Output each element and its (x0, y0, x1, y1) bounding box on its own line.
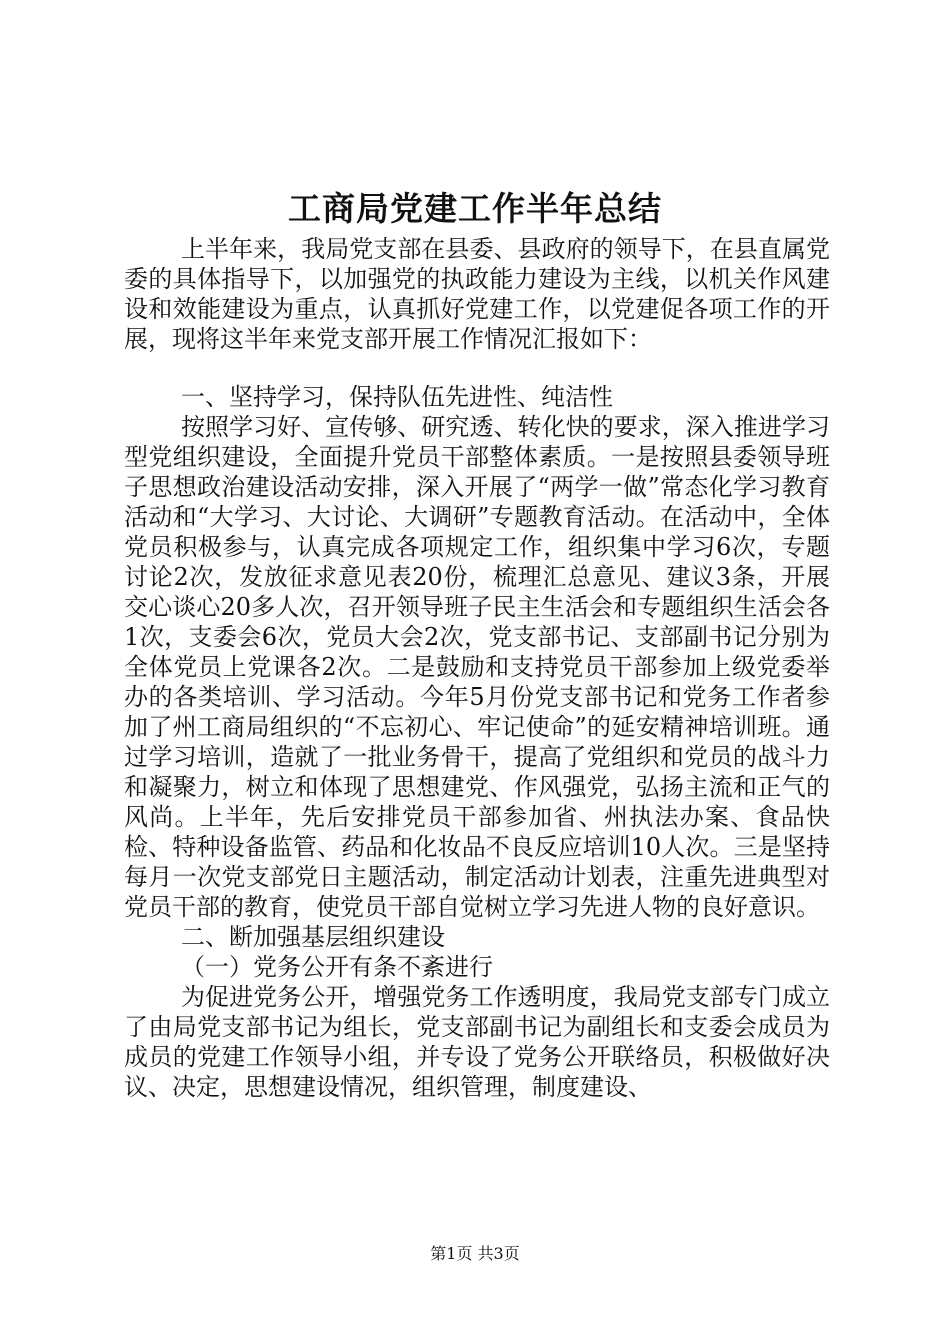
document-body (124, 234, 830, 1102)
subsection-1-heading: （一）党务公开有条不紊进行 (181, 953, 493, 981)
page-footer: 第1页 共3页 (430, 1244, 520, 1263)
section-2-heading: 二、断加强基层组织建设 (181, 923, 445, 951)
document-title: 工商局党建工作半年总结 (288, 189, 662, 228)
paragraph-spacer (124, 354, 830, 382)
intro-paragraph: 上半年来，我局党支部在县委、县政府的领导下，在县直属党委的具体指导下，以加强党的执政能力建设为主线，以机关作风建设和效能建设为重点，认真抓好党建工作，以党建促各项工作的开展，现将这半年来党支部开展工作情况汇报如下： (124, 235, 830, 353)
section-1-heading: 一、坚持学习，保持队伍先进性、纯洁性 (181, 383, 613, 411)
section-1-paragraph: 按照学习好、宣传够、研究透、转化快的要求，深入推进学习型党组织建设，全面提升党员干部整体素质。一是按照县委领导班子思想政治建设活动安排，深入开展了“两学一做”常态化学习教育活动和“大学习、大讨论、大调研”专题教育活动。在活动中，全体党员积极参与，认真完成各项规定工作，组织集中学习6次，专题讨论2次，发放征求意见表20份，梳理汇总意见、建议3条，开展交心谈心20多人次，召开领导班子民主生活会和专题组织生活会各1次，支委会6次，党员大会2次，党支部书记、支部副书记分别为全体党员上党课各2次。二是鼓励和支持党员干部参加上级党委举办的各类培训、学习活动。今年5月份党支部书记和党务工作者参加了州工商局组织的“不忘初心、牢记使命”的延安精神培训班。通过学习培训，造就了一批业务骨干，提高了党组织和党员的战斗力和凝聚力，树立和体现了思想建党、作风强党，弘扬主流和正气的风尚。上半年，先后安排党员干部参加省、州执法办案、食品快检、特种设备监管、药品和化妆品不良反应培训10人次。三是坚持每月一次党支部党日主题活动，制定活动计划表，注重先进典型对党员干部的教育，使党员干部自觉树立学习先进人物的良好意识。 (124, 413, 830, 921)
subsection-1-paragraph: 为促进党务公开，增强党务工作透明度，我局党支部专门成立了由局党支部书记为组长，党支部副书记为副组长和支委会成员为成员的党建工作领导小组，并专设了党务公开联络员，积极做好决议、决定，思想建设情况，组织管理，制度建设、 (124, 983, 830, 1101)
